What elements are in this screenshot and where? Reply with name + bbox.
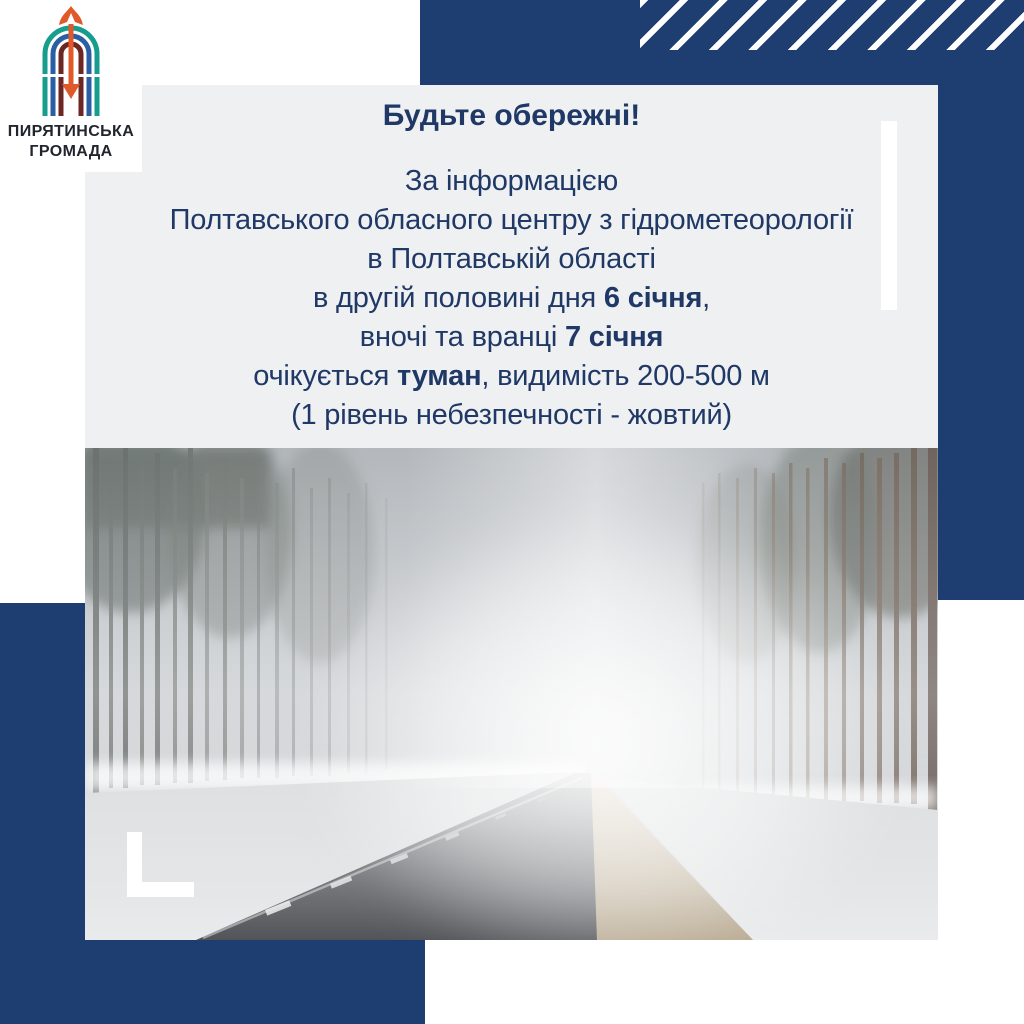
decor-white-bar	[881, 121, 897, 310]
bottom-navy-block	[0, 940, 425, 1024]
foggy-road-illustration	[85, 448, 938, 940]
logo-title-line2: ГРОМАДА	[29, 143, 113, 160]
announcement-line: очікується туман, видимість 200-500 м	[253, 360, 770, 392]
foggy-road-photo	[85, 448, 938, 940]
announcement-line: в Полтавській області	[367, 243, 656, 275]
announcement-line: (1 рівень небезпечності - жовтий)	[291, 399, 732, 431]
announcement-line: в другій половині дня 6 січня,	[312, 282, 711, 314]
decor-l-bracket-horizontal	[127, 882, 194, 897]
community-arch-logo-icon	[11, 4, 131, 122]
announcement-line: За інформацією	[404, 165, 619, 197]
logo-title-line1: ПИРЯТИНСЬКА	[7, 123, 135, 140]
announcement-body	[85, 162, 938, 435]
announcement-line: вночі та вранці 7 січня	[359, 321, 664, 353]
announcement-heading: Будьте обережні!	[382, 99, 641, 132]
logo-badge	[0, 0, 142, 172]
logo-title	[0, 122, 142, 162]
diagonal-stripes-decor	[640, 0, 1024, 50]
right-navy-band	[938, 0, 1024, 600]
announcement-card	[85, 85, 938, 448]
announcement-line: Полтавського обласного центру з гідрометеорології	[169, 204, 854, 236]
